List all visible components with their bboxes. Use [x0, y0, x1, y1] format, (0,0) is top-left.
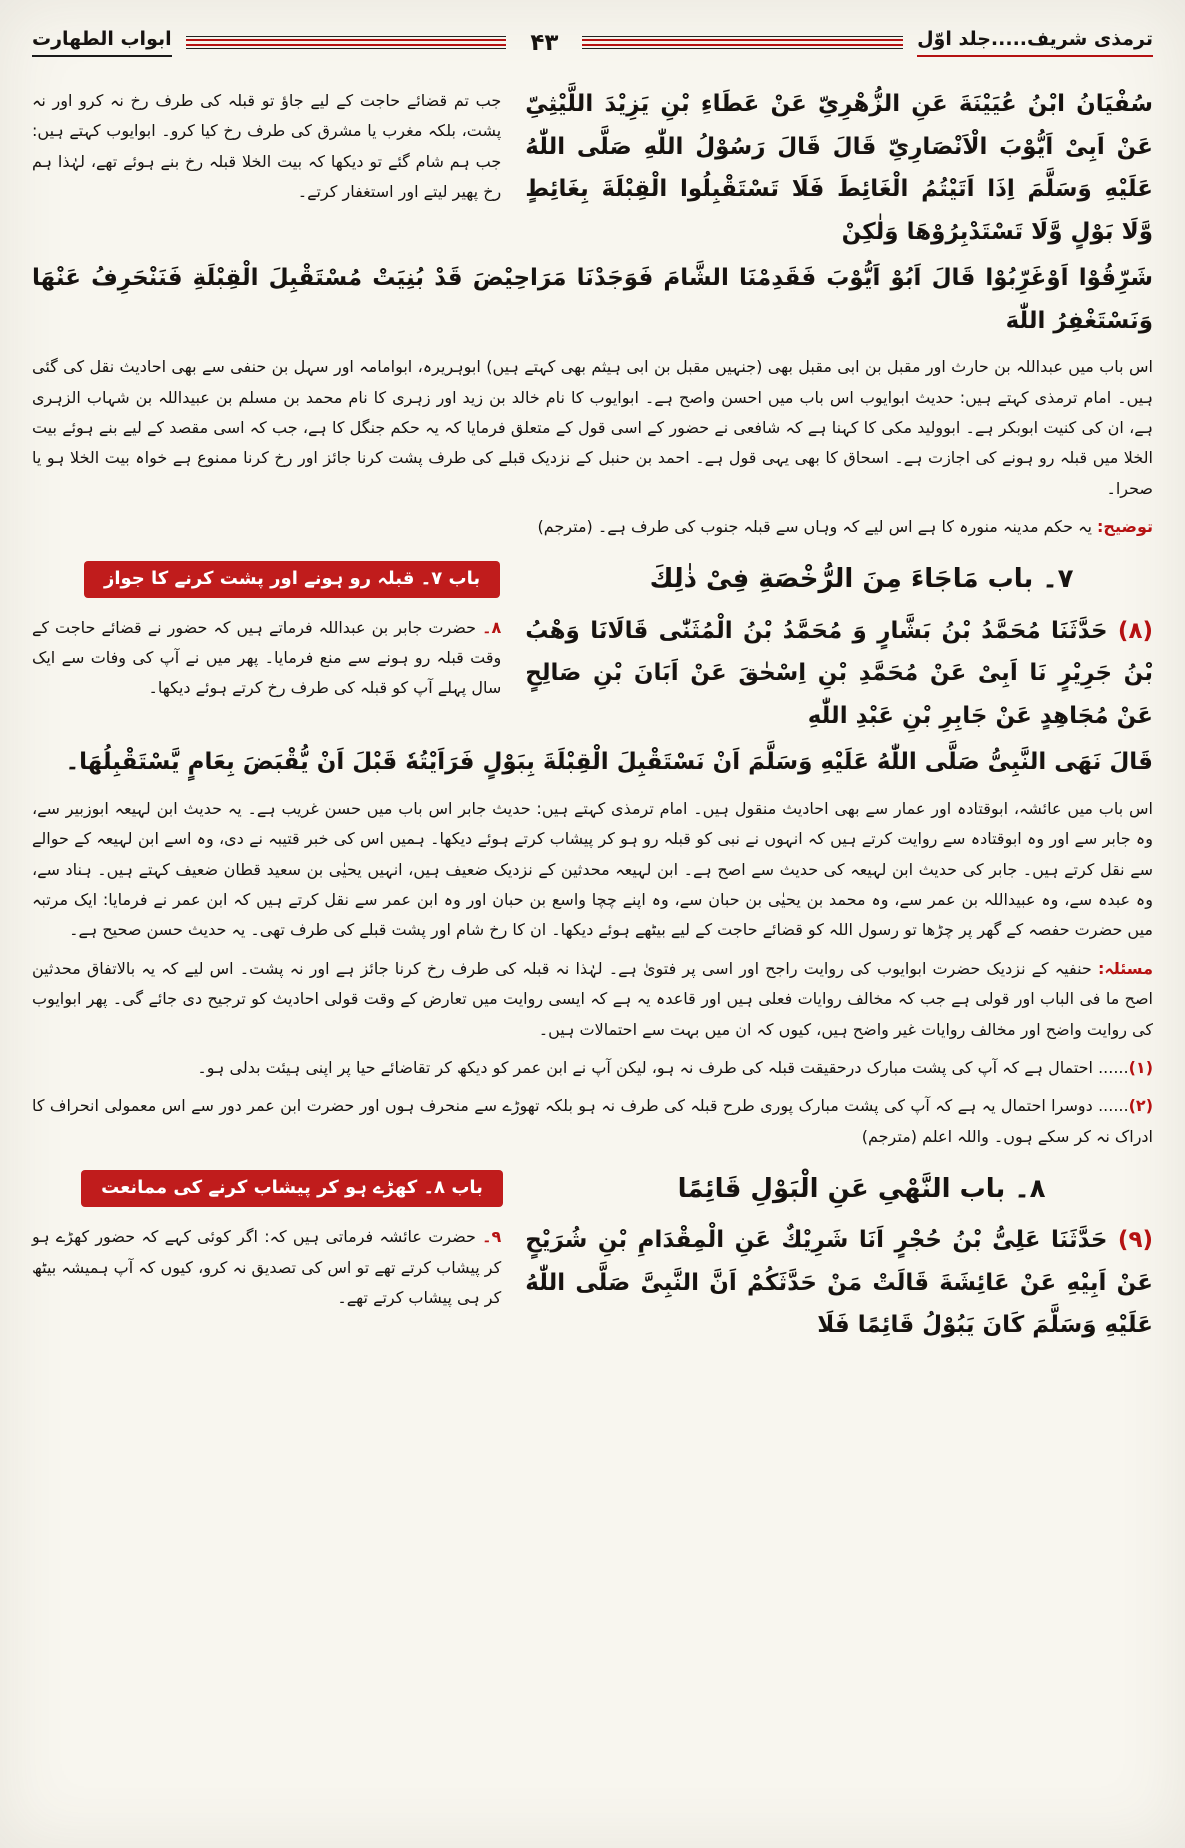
- hadith-9-arabic: [525, 1219, 1153, 1347]
- hadith-8-number-badge: (۸): [1117, 617, 1153, 644]
- hadith-8-urdu: [32, 610, 501, 738]
- hadith-9-urdu-text: حضرت عائشہ فرماتی ہیں کہ: اگر کوئی کہے کہ حضور کھڑے ہو کر پیشاب کرتے تھے تو اس کی تصدیق نہ کرو، کیوں کہ آپ ہمیشہ بیٹھ کر ہی پیشاب کرتے تھے۔: [32, 1227, 502, 1307]
- ehtimal-1-item: [32, 1053, 1153, 1083]
- ehtimal-1-text: ...... احتمال ہے کہ آپ کی پشت مبارک درحقیقت قبلہ کی طرف نہ ہو، لیکن آپ نے ابن عمر کو دیکھ کر تقاضائے حیا پر اپنی ہیئت بدلی ہو۔: [197, 1057, 1129, 1077]
- commentary-2: اس باب میں عائشہ، ابوقتادہ اور عمار سے بھی احادیث منقول ہیں۔ امام ترمذی کہتے ہیں: حدیث جابر اس باب میں حسن غریب ہے۔ یہ حدیث ابن لہیعہ ابوزبیر سے، وہ جابر سے اور وہ ابوقتادہ سے روایت کرتے ہیں کہ انہوں نے نبی کو قبلہ رو ہو کر پیشاب کرتے ہوئے دیکھا۔ ہمیں اس کی خبر قتیبہ نے دی، وہ اسے ابن لہیعہ کے حوالے سے نقل کرتے ہیں۔ جابر کی حدیث ابن لہیعہ کی حدیث سے اصح ہے۔ ابن لہیعہ محدثین کے نزدیک ضعیف ہیں، انہیں یحیٰی بن سعید قطان ضعیف کہتے ہیں۔ ہناد سے، وہ عبدہ سے، وہ عبیداللہ بن عمر سے، وہ محمد بن یحیٰی بن حبان سے، وہ اپنے چچا واسع بن حبان اور وہ ابن عمر سے نقل کرتے ہیں کہ ابن عمر نے فرمایا: ایک مرتبہ میں حضرت حفصہ کے گھر پر چڑھا تو رسول اللہ کو قضائے حاجت کے لیے بیٹھے ہوئے دیکھا۔ ان کا رخ شام اور پشت قبلے کی طرف تھی۔ یہ حدیث حسن صحیح ہے۔: [32, 798, 1153, 940]
- commentary-1: اس باب میں عبداللہ بن حارث اور مقبل بن ابی مقبل بھی (جنہیں مقبل بن ابی ہیثم بھی کہتے ہیں) ابوہریرہ، ابوامامہ اور سہل بن حنفی سے بھی احادیث نقل کی گئی ہیں۔ امام ترمذی کہتے ہیں: حدیث ابوایوب اس باب میں احسن واصح ہے۔ ابوایوب کا نام خالد بن زید اور زہری کا نام محمد بن مسلم بن عبیداللہ بن شہاب الزہری ہے، ان کی کنیت ابوبکر ہے۔ ابوولید مکی کا کہنا ہے کہ شافعی نے حضور کے اسی قول کے متعلق فرمایا کہ یہ حکم جنگل کا ہے، جب کہ اسی مقصد کے لیے بنے ہوئے بیت الخلا میں قبلہ رو ہونے کی اجازت ہے۔ اسحاق کا بھی یہی قول ہے۔ احمد بن حنبل کے نزدیک قبلے کی طرف پشت کرنا جائز اور رخ کرنا ممنوع ہے خواہ بیت الخلا ہو یا صحرا۔: [32, 357, 1153, 498]
- chapter-title: ابواب الطهارت: [32, 28, 172, 57]
- hadith-8-arabic: [525, 610, 1153, 738]
- bab-8-heading-row: [32, 1170, 1153, 1207]
- hadith-9-number-badge: (۹): [1117, 1227, 1153, 1254]
- masla-label: مسئلہ:: [1097, 958, 1153, 978]
- hadith-7-section: [32, 83, 1153, 253]
- hadith-9-urdu: [32, 1219, 501, 1347]
- page-number: ۴۳: [530, 29, 559, 56]
- hadith-8-arabic-text: حَدَّثَنَا مُحَمَّدُ بْنُ بَشَّارٍ وَ مُحَمَّدُ بْنُ الْمُثَنّٰی قَالَانَا وَهْبُ بْنُ جَرِیْرٍ نَا اَبِیْ عَنْ مُحَمَّدِ بْنِ اِسْحٰقَ عَنْ اَبَانَ بْنِ صَالِحٍ عَنْ مُجَاهِدٍ عَنْ جَابِرِ بْنِ عَبْدِ اللّٰهِ: [525, 617, 1153, 729]
- hadith-9-section: [32, 1219, 1153, 1347]
- hadith-8-urdu-number: ۸۔: [482, 617, 502, 637]
- ehtimal-2-number: (۲): [1128, 1096, 1153, 1116]
- volume-title: ترمذی شریف.....جلد اوّل: [917, 28, 1153, 57]
- tawzih-text: یہ حکم مدینہ منورہ کا ہے اس لیے کہ وہاں سے قبلہ جنوب کی طرف ہے۔ (مترجم): [537, 517, 1092, 537]
- header-rule-right: [582, 39, 903, 46]
- bab-8-urdu-heading: [32, 1170, 552, 1207]
- bab-7-arabic-heading: ۷۔ باب مَاجَاءَ مِنَ الرُّخْصَةِ فِیْ ذٰلِكَ: [649, 564, 1074, 595]
- masla-note: [32, 954, 1153, 1045]
- bab-7-urdu-heading: [32, 561, 552, 598]
- ehtimal-2-text: ...... دوسرا احتمال یہ ہے کہ آپ کی پشت مبارک پوری طرح قبلہ کی طرف نہ ہو بلکہ تھوڑے سے منحرف ہوں اور حضرت ابن عمر دور سے اس معمولی انحراف کا ادراک نہ کر سکے ہوں۔ واللہ اعلم (مترجم): [32, 1096, 1153, 1146]
- hadith-7-urdu: جب تم قضائے حاجت کے لیے جاؤ تو قبلہ کی طرف رخ نہ کرو اور نہ پشت، بلکہ مغرب یا مشرق کی طرف رخ کیا کرو۔ ابوایوب کہتے ہیں: جب ہم شام گئے تو دیکھا کہ بیت الخلا قبلہ رخ بنے ہوئے تھے، لہٰذا ہم رخ پھیر لیتے اور استغفار کرتے۔: [32, 91, 502, 202]
- bab-8-urdu-heading-label: باب ۸۔ کھڑے ہو کر پیشاب کرنے کی ممانعت: [81, 1170, 503, 1207]
- tawzih-note: [32, 512, 1153, 542]
- hadith-7-arabic-continued: شَرِّقُوْا اَوْغَرِّبُوْا قَالَ اَبُوْ اَیُّوْبَ فَقَدِمْنَا الشَّامَ فَوَجَدْنَا مَرَاحِیْضَ قَدْ بُنِیَتْ مُسْتَقْبِلَ الْقِبْلَةِ فَنَنْحَرِفُ عَنْهَا وَنَسْتَغْفِرُ اللّٰهَ: [32, 265, 1153, 334]
- hadith-9-arabic-text: حَدَّثَنَا عَلِیُّ بْنُ حُجْرٍ اَنَا شَرِیْكٌ عَنِ الْمِقْدَامِ بْنِ شُرَیْحٍ عَنْ اَبِیْهِ عَنْ عَائِشَةَ قَالَتْ مَنْ حَدَّثَکُمْ اَنَّ النَّبِیَّ صَلَّی اللّٰهُ عَلَیْهِ وَسَلَّمَ کَانَ یَبُوْلُ قَائِمًا فَلَا: [525, 1227, 1153, 1339]
- hadith-8-urdu-text: حضرت جابر بن عبداللہ فرماتے ہیں کہ حضور نے قضائے حاجت کے وقت قبلہ رو ہونے سے منع فرمایا۔ پھر میں نے آپ کی وفات سے ایک سال پہلے آپ کو قبلہ کی طرف رخ کرتے ہوئے دیکھا۔: [32, 617, 502, 698]
- hadith-8-section: [32, 610, 1153, 738]
- hadith-9-urdu-number: ۹۔: [482, 1227, 502, 1247]
- ehtimal-2-item: [32, 1091, 1153, 1152]
- hadith-7-arabic: سُفْیَانُ ابْنُ عُیَیْنَةَ عَنِ الزُّهْرِیِّ عَنْ عَطَاءِ بْنِ یَزِیْدَ اللَّیْثِیِّ عَنْ اَبِیْ اَیُّوْبَ الْاَنْصَارِیِّ قَالَ قَالَ رَسُوْلُ اللّٰهِ صَلَّی اللّٰهُ عَلَیْهِ وَسَلَّمَ اِذَا اَتَیْتُمُ الْغَائِطَ فَلَا تَسْتَقْبِلُوا الْقِبْلَةَ بِغَائِطٍ وَّلَا بَوْلٍ وَّلَا تَسْتَدْبِرُوْهَا وَلٰکِنْ: [525, 91, 1153, 245]
- bab-7-heading-row: [32, 561, 1153, 598]
- ehtimal-1-number: (۱): [1128, 1057, 1153, 1077]
- bab-8-arabic-heading: ۸۔ باب النَّهْیِ عَنِ الْبَوْلِ قَائِمًا: [677, 1173, 1046, 1204]
- bab-7-urdu-heading-label: باب ۷۔ قبلہ رو ہونے اور پشت کرنے کا جواز: [84, 561, 500, 598]
- page-header: [32, 22, 1153, 67]
- header-rule-left: [186, 39, 507, 46]
- tawzih-label: توضیح:: [1097, 517, 1153, 537]
- hadith-8-arabic-continued: قَالَ نَهَی النَّبِیُّ صَلَّی اللّٰهُ عَلَیْهِ وَسَلَّمَ اَنْ نَسْتَقْبِلَ الْقِبْلَةَ بِبَوْلٍ فَرَاَیْتُهٗ قَبْلَ اَنْ یُّقْبَضَ بِعَامٍ یَّسْتَقْبِلُهَا۔: [65, 749, 1153, 776]
- masla-text: حنفیہ کے نزدیک حضرت ابوایوب کی روایت راجح اور اسی پر فتویٰ ہے۔ لہٰذا نہ قبلہ کی طرف رخ کرنا جائز ہے اور نہ پشت۔ اس لیے کہ یہ بالاتفاق محدثین اصح ما فی الباب اور قولی ہے جب کہ مخالف روایات فعلی ہیں اور قاعدہ یہ ہے کہ ایسی روایت میں تعارض کے وقت قولی احادیث کو ترجیح دی جائے گی۔ پھر ابوایوب کی روایت واضح اور مخالف روایات غیر واضح ہیں، کیوں کہ ان میں بہت سے احتمالات ہیں۔: [32, 958, 1153, 1039]
